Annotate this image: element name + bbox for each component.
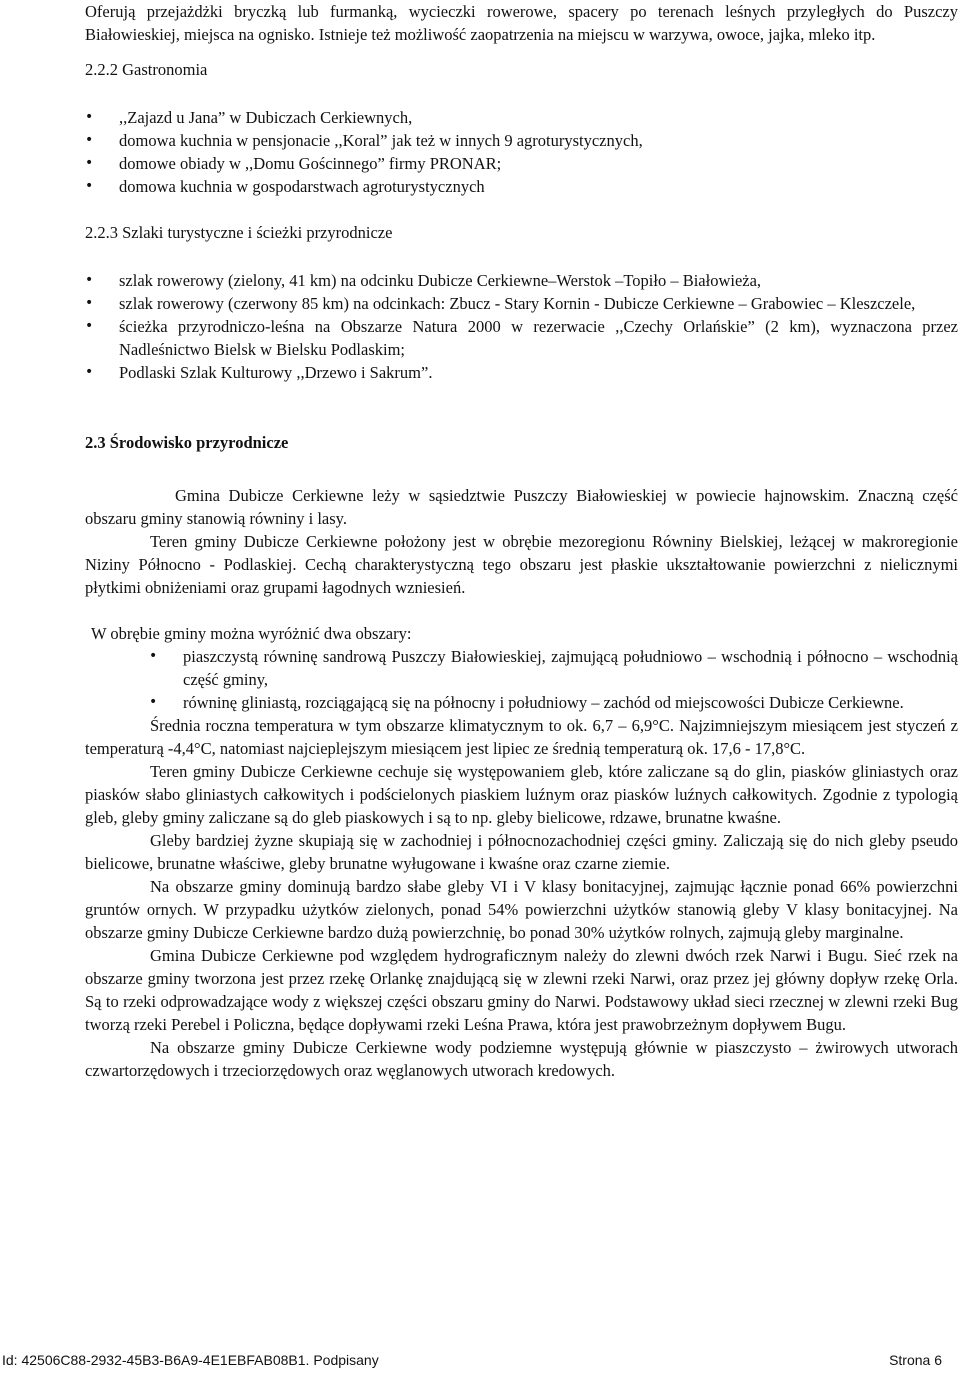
obszary-intro: W obrębie gminy można wyróżnić dwa obszary: (91, 624, 412, 643)
paragraph: Gmina Dubicze Cerkiewne leży w sąsiedztwie Puszczy Białowieskiej w powiecie hajnowskim. Znaczną część obszaru gminy stanowią równiny i lasy. (85, 486, 958, 528)
paragraph: Gmina Dubicze Cerkiewne pod względem hydrograficznym należy do zlewni dwóch rzek Narwi i Bugu. Sieć rzek na obszarze gminy tworzona jest przez rzekę Orlankę znajdującą się w zlewni rzeki Narwi, oraz przez jej główny dopływ rzekę Orla. Są to rzeki odprowadzające wody z większej części obszaru gminy do Narwi. Podstawowy układ sieci rzecznej w zlewni rzeki Bug tworzą rzeki Perebel i Policzna, będące dopływami rzeki Leśna Prawa, która jest prawobrzeżnym dopływem Bugu. (85, 946, 958, 1034)
obszary-list (85, 645, 958, 714)
intro-paragraph: Oferują przejażdżki bryczką lub furmanką, wycieczki rowerowe, spacery po terenach leśnych przyległych do Puszczy Białowieskiej, miejsca na ognisko. Istnieje też możliwość zaopatrzenia na miejscu w warzywa, owoce, jajka, mleko itp. (85, 2, 958, 44)
list-item: • szlak rowerowy (czerwony 85 km) na odcinkach: Zbucz - Stary Kornin - Dubicze Cerkiewne – Grabowiec – Kleszczele, (85, 292, 958, 315)
document-id: Id: 42506C88-2932-45B3-B6A9-4E1EBFAB08B1. Podpisany (2, 1352, 379, 1368)
heading-gastronomia: 2.2.2 Gastronomia (85, 60, 208, 79)
paragraph: Teren gminy Dubicze Cerkiewne cechuje się występowaniem gleb, które zaliczane są do glin, piasków gliniastych oraz piasków słabo gliniastych całkowitych i podścielonych piaskiem luźnym oraz piasków luźnych całkowitych. Zgodnie z typologią gleb, gleby gminy zaliczane są do gleb piaskowych i są to np. gleby bielicowe, rdzawe, brunatne kwaśne. (85, 762, 958, 827)
list-item: • Podlaski Szlak Kulturowy ,,Drzewo i Sakrum”. (85, 361, 958, 384)
gastronomia-list (85, 106, 958, 198)
list-item: • domowa kuchnia w pensjonacie ,,Koral” jak też w innych 9 agroturystycznych, (85, 129, 958, 152)
szlaki-list (85, 269, 958, 384)
list-item: • szlak rowerowy (zielony, 41 km) na odcinku Dubicze Cerkiewne–Werstok –Topiło – Białowieża, (85, 269, 958, 292)
list-item: • domowa kuchnia w gospodarstwach agroturystycznych (85, 175, 958, 198)
list-item: • domowe obiady w ,,Domu Gościnnego” firmy PRONAR; (85, 152, 958, 175)
page-number: Strona 6 (889, 1352, 942, 1368)
list-item: • ścieżka przyrodniczo-leśna na Obszarze Natura 2000 w rezerwacie ,,Czechy Orlańskie” (2 km), wyznaczona przez Nadleśnictwo Bielsk w Bielsku Podlaskim; (85, 315, 958, 361)
paragraph: Na obszarze gminy dominują bardzo słabe gleby VI i V klasy bonitacyjnej, zajmując łącznie ponad 66% powierzchni gruntów ornych. W przypadku użytków zielonych, ponad 54% powierzchni użytków stanowią gleby V klasy bonitacyjnej. Na obszarze gminy Dubicze Cerkiewne bardzo dużą powierzchnię, bo ponad 30% użytków rolnych, zajmują gleby marginalne. (85, 877, 958, 942)
document-body (85, 0, 958, 1082)
paragraph: Gleby bardziej żyzne skupiają się w zachodniej i północnozachodniej części gminy. Zaliczają się do nich gleby pseudo bielicowe, brunatne właściwe, gleby brunatne wyługowane i kwaśne oraz czarne ziemie. (85, 831, 958, 873)
heading-srodowisko: 2.3 Środowisko przyrodnicze (85, 433, 289, 452)
list-item: • ,,Zajazd u Jana” w Dubiczach Cerkiewnych, (85, 106, 958, 129)
paragraph: Teren gminy Dubicze Cerkiewne położony jest w obrębie mezoregionu Równiny Bielskiej, leżącej w makroregionie Niziny Północno - Podlaskiej. Cechą charakterystyczną tego obszaru jest płaskie ukształtowanie powierzchni z nielicznymi płytkimi obniżeniami oraz grupami łagodnych wzniesień. (85, 532, 958, 597)
paragraph: Średnia roczna temperatura w tym obszarze klimatycznym to ok. 6,7 – 6,9°C. Najzimniejszym miesiącem jest styczeń z temperaturą -4,4°C, natomiast najcieplejszym miesiącem jest lipiec ze średnią temperaturą ok. 17,6 - 17,8°C. (85, 716, 958, 758)
list-item: • równinę gliniastą, rozciągającą się na północny i południowy – zachód od miejscowości Dubicze Cerkiewne. (85, 691, 958, 714)
heading-szlaki: 2.2.3 Szlaki turystyczne i ścieżki przyrodnicze (85, 223, 393, 242)
list-item: • piaszczystą równinę sandrową Puszczy Białowieskiej, zajmującą południowo – wschodnią i północno – wschodnią część gminy, (85, 645, 958, 691)
paragraph: Na obszarze gminy Dubicze Cerkiewne wody podziemne występują głównie w piaszczysto – żwirowych utworach czwartorzędowych i trzeciorzędowych oraz węglanowych utworach kredowych. (85, 1038, 958, 1080)
